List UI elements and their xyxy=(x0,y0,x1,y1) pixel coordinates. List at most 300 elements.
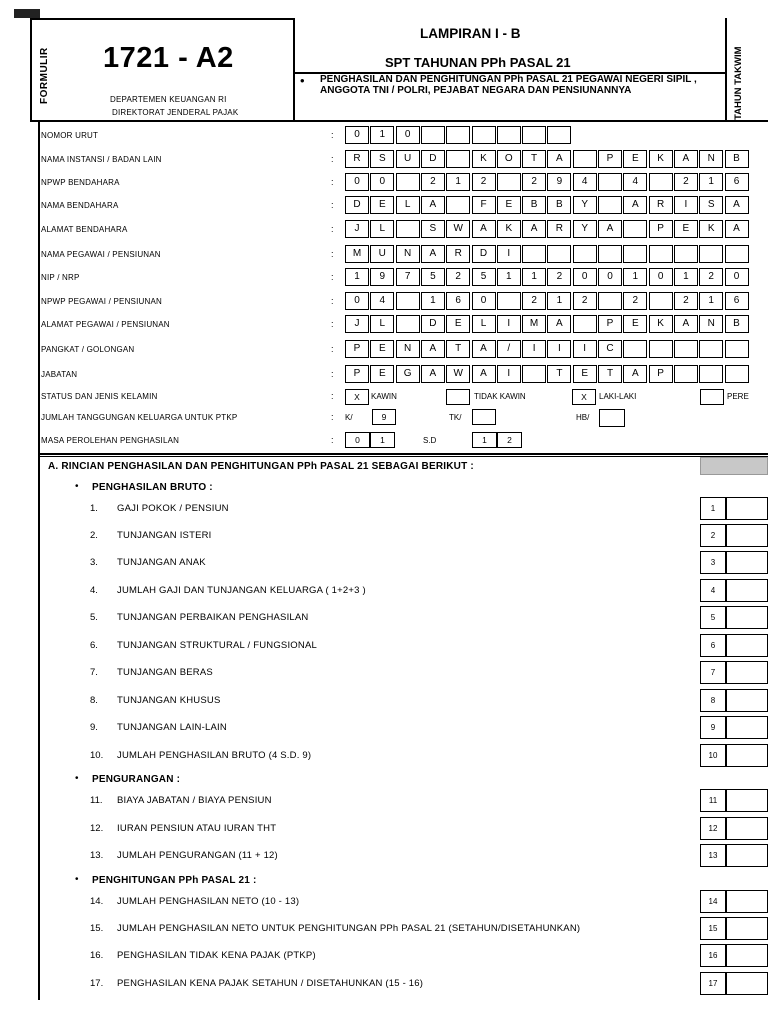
char-cell[interactable]: D xyxy=(345,196,369,214)
char-cell[interactable]: E xyxy=(623,150,647,168)
field-label: PANGKAT / GOLONGAN xyxy=(41,345,135,354)
item-value-field[interactable] xyxy=(726,634,768,657)
char-cell[interactable] xyxy=(522,126,546,144)
status-label: STATUS DAN JENIS KELAMIN xyxy=(41,392,158,401)
char-cell[interactable]: B xyxy=(522,196,546,214)
char-cell[interactable]: G xyxy=(396,365,420,383)
group-heading: PENGHASILAN BRUTO : xyxy=(92,482,213,493)
char-cell[interactable] xyxy=(725,245,749,263)
item-label: JUMLAH GAJI DAN TUNJANGAN KELUARGA ( 1+2+3 ) xyxy=(117,585,366,596)
item-value-field[interactable] xyxy=(726,606,768,629)
char-cell[interactable]: A xyxy=(547,315,571,333)
item-value-field[interactable] xyxy=(726,716,768,739)
char-cell[interactable]: M xyxy=(522,315,546,333)
char-cell[interactable]: 1 xyxy=(421,292,445,310)
item-number: 8. xyxy=(90,695,98,706)
char-cell[interactable]: 2 xyxy=(573,292,597,310)
colon: : xyxy=(331,412,334,422)
char-cell[interactable]: 1 xyxy=(547,292,571,310)
masa-to-month-2[interactable]: 2 xyxy=(497,432,522,448)
char-cell[interactable]: 4 xyxy=(370,292,394,310)
char-cell[interactable]: N xyxy=(396,245,420,263)
char-cell[interactable]: 2 xyxy=(522,292,546,310)
form-left-border xyxy=(38,120,40,1000)
char-cell[interactable]: P xyxy=(598,315,622,333)
char-cell[interactable]: 0 xyxy=(598,268,622,286)
char-cell[interactable]: J xyxy=(345,220,369,238)
item-number: 15. xyxy=(90,923,104,934)
char-cell[interactable] xyxy=(421,126,445,144)
char-cell[interactable] xyxy=(547,126,571,144)
char-cell[interactable]: B xyxy=(547,196,571,214)
item-value-field[interactable] xyxy=(726,689,768,712)
char-cell[interactable]: 7 xyxy=(396,268,420,286)
identity-bottom-rule xyxy=(38,453,768,455)
item-number-box: 13 xyxy=(700,844,726,867)
k-field[interactable]: 9 xyxy=(372,409,396,425)
field-label: ALAMAT PEGAWAI / PENSIUNAN xyxy=(41,320,170,329)
char-cell[interactable]: P xyxy=(598,150,622,168)
char-cell[interactable]: K xyxy=(472,150,496,168)
item-number: 10. xyxy=(90,750,104,761)
char-cell[interactable]: U xyxy=(370,245,394,263)
item-number: 2. xyxy=(90,530,98,541)
item-value-field[interactable] xyxy=(726,524,768,547)
char-cell[interactable]: 1 xyxy=(497,268,521,286)
item-value-field[interactable] xyxy=(726,497,768,520)
char-cell[interactable]: 1 xyxy=(522,268,546,286)
colon: : xyxy=(331,130,334,140)
char-cell[interactable]: S xyxy=(699,196,723,214)
char-cell[interactable]: C xyxy=(598,340,622,358)
colon: : xyxy=(331,200,334,210)
item-value-field[interactable] xyxy=(726,890,768,913)
item-label: TUNJANGAN LAIN-LAIN xyxy=(117,722,227,733)
group-bullet: • xyxy=(75,773,79,784)
hb-label: HB/ xyxy=(576,413,590,422)
item-number-box: 9 xyxy=(700,716,726,739)
char-cell[interactable]: A xyxy=(522,220,546,238)
char-cell[interactable] xyxy=(725,340,749,358)
char-cell[interactable]: 4 xyxy=(623,173,647,191)
item-label: TUNJANGAN PERBAIKAN PENGHASILAN xyxy=(117,612,309,623)
char-cell[interactable]: 9 xyxy=(547,173,571,191)
char-cell[interactable]: D xyxy=(421,150,445,168)
char-cell[interactable] xyxy=(497,173,521,191)
item-label: TUNJANGAN KHUSUS xyxy=(117,695,221,706)
item-label: TUNJANGAN ANAK xyxy=(117,557,206,568)
char-cell[interactable] xyxy=(497,126,521,144)
field-label: NAMA INSTANSI / BADAN LAIN xyxy=(41,155,162,164)
item-value-field[interactable] xyxy=(726,844,768,867)
tk-field[interactable] xyxy=(472,409,496,425)
char-cell[interactable]: P xyxy=(649,220,673,238)
char-cell[interactable]: K xyxy=(497,220,521,238)
char-cell[interactable]: L xyxy=(370,220,394,238)
char-cell[interactable]: A xyxy=(472,220,496,238)
char-cell[interactable]: A xyxy=(547,150,571,168)
char-cell[interactable] xyxy=(649,292,673,310)
item-number-box: 14 xyxy=(700,890,726,913)
char-cell[interactable]: R xyxy=(446,245,470,263)
item-label: BIAYA JABATAN / BIAYA PENSIUN xyxy=(117,795,272,806)
item-value-field[interactable] xyxy=(726,551,768,574)
char-cell[interactable]: M xyxy=(345,245,369,263)
char-cell[interactable]: E xyxy=(370,365,394,383)
char-cell[interactable]: 1 xyxy=(345,268,369,286)
item-number: 17. xyxy=(90,978,104,989)
identity-bottom-rule-2 xyxy=(38,456,768,457)
char-cell[interactable]: O xyxy=(497,150,521,168)
item-number-box: 8 xyxy=(700,689,726,712)
char-cell[interactable]: R xyxy=(547,220,571,238)
char-cell[interactable]: U xyxy=(396,150,420,168)
char-cell[interactable] xyxy=(547,245,571,263)
item-number-box: 5 xyxy=(700,606,726,629)
char-cell[interactable] xyxy=(446,150,470,168)
char-cell[interactable]: 0 xyxy=(370,173,394,191)
form-number: 1721 - A2 xyxy=(103,42,234,74)
char-cell[interactable]: B xyxy=(725,315,749,333)
char-cell[interactable]: A xyxy=(421,340,445,358)
char-cell[interactable]: 1 xyxy=(699,173,723,191)
char-cell[interactable] xyxy=(623,220,647,238)
char-cell[interactable]: A xyxy=(674,150,698,168)
char-cell[interactable]: F xyxy=(472,196,496,214)
field-label: ALAMAT BENDAHARA xyxy=(41,225,128,234)
item-label: TUNJANGAN ISTERI xyxy=(117,530,212,541)
field-label: NOMOR URUT xyxy=(41,131,99,140)
char-cell[interactable]: 2 xyxy=(446,268,470,286)
form-title: SPT TAHUNAN PPh PASAL 21 xyxy=(385,55,571,70)
colon: : xyxy=(331,344,334,354)
char-cell[interactable]: 9 xyxy=(370,268,394,286)
char-cell[interactable]: T xyxy=(446,340,470,358)
masa-to-month-1[interactable]: 1 xyxy=(472,432,497,448)
perempuan-label: PERE xyxy=(727,392,749,401)
char-cell[interactable]: E xyxy=(573,365,597,383)
char-cell[interactable] xyxy=(623,340,647,358)
colon: : xyxy=(331,296,334,306)
item-number-box: 17 xyxy=(700,972,726,995)
char-cell[interactable] xyxy=(396,292,420,310)
char-cell[interactable] xyxy=(699,245,723,263)
char-cell[interactable]: 1 xyxy=(623,268,647,286)
group-heading: PENGURANGAN : xyxy=(92,774,181,785)
field-label: JABATAN xyxy=(41,370,78,379)
char-cell[interactable] xyxy=(573,245,597,263)
item-value-field[interactable] xyxy=(726,789,768,812)
char-cell[interactable] xyxy=(522,365,546,383)
colon: : xyxy=(331,435,334,445)
field-label: NPWP BENDAHARA xyxy=(41,178,120,187)
char-cell[interactable] xyxy=(598,173,622,191)
formulir-label: FORMULIR xyxy=(39,47,50,104)
char-cell[interactable]: 2 xyxy=(472,173,496,191)
char-cell[interactable]: T xyxy=(598,365,622,383)
char-cell[interactable] xyxy=(396,173,420,191)
item-number: 5. xyxy=(90,612,98,623)
char-cell[interactable] xyxy=(573,150,597,168)
colon: : xyxy=(331,177,334,187)
char-cell[interactable]: A xyxy=(598,220,622,238)
item-number: 1. xyxy=(90,503,98,514)
char-cell[interactable]: E xyxy=(497,196,521,214)
char-cell[interactable]: A xyxy=(421,365,445,383)
char-cell[interactable] xyxy=(699,365,723,383)
char-cell[interactable]: 2 xyxy=(674,173,698,191)
description-bullet: • xyxy=(300,73,305,88)
char-cell[interactable]: / xyxy=(497,340,521,358)
item-value-field[interactable] xyxy=(726,744,768,767)
char-cell[interactable]: 0 xyxy=(725,268,749,286)
char-cell[interactable]: 0 xyxy=(345,126,369,144)
header-mid-rule xyxy=(293,18,295,121)
char-cell[interactable]: 2 xyxy=(674,292,698,310)
item-number: 12. xyxy=(90,823,104,834)
item-number: 13. xyxy=(90,850,104,861)
char-cell[interactable] xyxy=(699,340,723,358)
tk-label: TK/ xyxy=(449,413,462,422)
char-cell[interactable]: L xyxy=(370,315,394,333)
char-cell[interactable]: 0 xyxy=(573,268,597,286)
char-cell[interactable]: 0 xyxy=(345,292,369,310)
char-cell[interactable]: T xyxy=(547,365,571,383)
item-number: 6. xyxy=(90,640,98,651)
item-number-box: 12 xyxy=(700,817,726,840)
field-label: NPWP PEGAWAI / PENSIUNAN xyxy=(41,297,162,306)
char-cell[interactable]: A xyxy=(674,315,698,333)
char-cell[interactable]: 4 xyxy=(573,173,597,191)
char-cell[interactable] xyxy=(598,196,622,214)
char-cell[interactable]: P xyxy=(345,340,369,358)
laki-laki-checkbox[interactable]: X xyxy=(572,389,596,405)
char-cell[interactable] xyxy=(649,173,673,191)
char-cell[interactable]: 0 xyxy=(396,126,420,144)
item-number: 7. xyxy=(90,667,98,678)
char-cell[interactable]: A xyxy=(725,220,749,238)
char-cell[interactable]: I xyxy=(497,365,521,383)
char-cell[interactable]: Y xyxy=(573,196,597,214)
char-cell[interactable]: 6 xyxy=(725,292,749,310)
char-cell[interactable]: I xyxy=(522,340,546,358)
header-left-rule xyxy=(30,18,32,121)
masa-from-month-2[interactable]: 1 xyxy=(370,432,395,448)
group-bullet: • xyxy=(75,481,79,492)
char-cell[interactable]: A xyxy=(725,196,749,214)
item-number-box: 7 xyxy=(700,661,726,684)
char-cell[interactable]: W xyxy=(446,220,470,238)
char-cell[interactable]: Y xyxy=(573,220,597,238)
char-cell[interactable]: K xyxy=(699,220,723,238)
char-cell[interactable]: S xyxy=(370,150,394,168)
char-cell[interactable]: A xyxy=(623,196,647,214)
char-cell[interactable]: E xyxy=(370,340,394,358)
char-cell[interactable]: D xyxy=(421,315,445,333)
char-cell[interactable] xyxy=(674,365,698,383)
item-label: IURAN PENSIUN ATAU IURAN THT xyxy=(117,823,277,834)
char-cell[interactable]: P xyxy=(649,365,673,383)
masa-from-month-1[interactable]: 0 xyxy=(345,432,370,448)
item-value-field[interactable] xyxy=(726,579,768,602)
item-label: JUMLAH PENGHASILAN NETO (10 - 13) xyxy=(117,896,300,907)
item-label: TUNJANGAN BERAS xyxy=(117,667,213,678)
char-cell[interactable] xyxy=(497,292,521,310)
item-number-box: 16 xyxy=(700,944,726,967)
item-label: JUMLAH PENGHASILAN NETO UNTUK PENGHITUNGAN PPh PASAL 21 (SETAHUN/DISETAHUNKAN) xyxy=(117,923,581,934)
char-cell[interactable] xyxy=(623,245,647,263)
item-number-box: 11 xyxy=(700,789,726,812)
char-cell[interactable]: N xyxy=(699,315,723,333)
colon: : xyxy=(331,391,334,401)
char-cell[interactable]: K xyxy=(649,315,673,333)
item-label: PENGHASILAN TIDAK KENA PAJAK (PTKP) xyxy=(117,950,316,961)
char-cell[interactable]: I xyxy=(547,340,571,358)
field-label: NAMA BENDAHARA xyxy=(41,201,119,210)
char-cell[interactable]: I xyxy=(497,315,521,333)
char-cell[interactable]: A xyxy=(421,245,445,263)
tidak-kawin-checkbox[interactable] xyxy=(446,389,470,405)
field-label: NIP / NRP xyxy=(41,273,80,282)
item-value-field[interactable] xyxy=(726,972,768,995)
kawin-checkbox[interactable]: X xyxy=(345,389,369,405)
char-cell[interactable]: 2 xyxy=(623,292,647,310)
hb-field[interactable] xyxy=(599,409,625,427)
section-a-title: A. RINCIAN PENGHASILAN DAN PENGHITUNGAN PPh PASAL 21 SEBAGAI BERIKUT : xyxy=(48,461,474,472)
char-cell[interactable] xyxy=(649,340,673,358)
tahun-takwim-label: TAHUN TAKWIM xyxy=(733,46,744,120)
char-cell[interactable]: I xyxy=(573,340,597,358)
item-label: PENGHASILAN KENA PAJAK SETAHUN / DISETAHUNKAN (15 - 16) xyxy=(117,978,424,989)
section-a-header-shade xyxy=(700,457,768,475)
item-label: GAJI POKOK / PENSIUN xyxy=(117,503,229,514)
char-cell[interactable] xyxy=(674,340,698,358)
char-cell[interactable]: 2 xyxy=(699,268,723,286)
char-cell[interactable]: R xyxy=(649,196,673,214)
char-cell[interactable]: A xyxy=(472,340,496,358)
char-cell[interactable]: 2 xyxy=(522,173,546,191)
char-cell[interactable]: J xyxy=(345,315,369,333)
char-cell[interactable]: I xyxy=(674,196,698,214)
masa-label: MASA PEROLEHAN PENGHASILAN xyxy=(41,436,180,445)
char-cell[interactable]: 1 xyxy=(446,173,470,191)
group-heading: PENGHITUNGAN PPh PASAL 21 : xyxy=(92,875,257,886)
char-cell[interactable]: 2 xyxy=(421,173,445,191)
item-label: JUMLAH PENGURANGAN (11 + 12) xyxy=(117,850,278,861)
char-cell[interactable]: E xyxy=(623,315,647,333)
perempuan-checkbox[interactable] xyxy=(700,389,724,405)
laki-laki-label: LAKI-LAKI xyxy=(599,392,637,401)
item-value-field[interactable] xyxy=(726,917,768,940)
item-number-box: 3 xyxy=(700,551,726,574)
char-cell[interactable] xyxy=(598,245,622,263)
char-cell[interactable]: E xyxy=(674,220,698,238)
item-number-box: 6 xyxy=(700,634,726,657)
item-value-field[interactable] xyxy=(726,817,768,840)
char-cell[interactable]: 1 xyxy=(674,268,698,286)
char-cell[interactable]: 5 xyxy=(472,268,496,286)
k-label: K/ xyxy=(345,413,353,422)
char-cell[interactable]: N xyxy=(699,150,723,168)
char-cell[interactable] xyxy=(598,292,622,310)
item-number-box: 4 xyxy=(700,579,726,602)
char-cell[interactable]: 5 xyxy=(421,268,445,286)
char-cell[interactable] xyxy=(446,126,470,144)
char-cell[interactable] xyxy=(396,220,420,238)
char-cell[interactable]: 0 xyxy=(649,268,673,286)
char-cell[interactable]: T xyxy=(522,150,546,168)
char-cell[interactable]: A xyxy=(472,365,496,383)
item-number-box: 2 xyxy=(700,524,726,547)
sd-label: S.D xyxy=(423,436,437,445)
colon: : xyxy=(331,319,334,329)
item-number-box: 15 xyxy=(700,917,726,940)
char-cell[interactable]: L xyxy=(472,315,496,333)
char-cell[interactable] xyxy=(725,365,749,383)
char-cell[interactable]: K xyxy=(649,150,673,168)
colon: : xyxy=(331,369,334,379)
char-cell[interactable]: N xyxy=(396,340,420,358)
char-cell[interactable] xyxy=(649,245,673,263)
char-cell[interactable] xyxy=(674,245,698,263)
char-cell[interactable]: B xyxy=(725,150,749,168)
char-cell[interactable]: P xyxy=(345,365,369,383)
item-label: JUMLAH PENGHASILAN BRUTO (4 S.D. 9) xyxy=(117,750,312,761)
item-value-field[interactable] xyxy=(726,944,768,967)
header-bottom-rule xyxy=(30,120,768,122)
char-cell[interactable]: W xyxy=(446,365,470,383)
char-cell[interactable]: E xyxy=(446,315,470,333)
char-cell[interactable]: A xyxy=(421,196,445,214)
item-number: 11. xyxy=(90,795,103,806)
char-cell[interactable]: 1 xyxy=(370,126,394,144)
item-number-box: 1 xyxy=(700,497,726,520)
char-cell[interactable] xyxy=(396,315,420,333)
char-cell[interactable]: R xyxy=(345,150,369,168)
form-description: PENGHASILAN DAN PENGHITUNGAN PPh PASAL 21 PEGAWAI NEGERI SIPIL , ANGGOTA TNI / POLRI, PEJABAT NEGARA DAN PENSIUNANNYA xyxy=(320,74,697,96)
item-number: 3. xyxy=(90,557,98,568)
char-cell[interactable]: 0 xyxy=(472,292,496,310)
char-cell[interactable]: S xyxy=(421,220,445,238)
char-cell[interactable]: I xyxy=(497,245,521,263)
char-cell[interactable] xyxy=(573,315,597,333)
char-cell[interactable] xyxy=(522,245,546,263)
char-cell[interactable]: 6 xyxy=(725,173,749,191)
item-number: 9. xyxy=(90,722,98,733)
field-label: NAMA PEGAWAI / PENSIUNAN xyxy=(41,250,161,259)
item-number: 4. xyxy=(90,585,98,596)
char-cell[interactable]: 0 xyxy=(345,173,369,191)
char-cell[interactable] xyxy=(472,126,496,144)
char-cell[interactable]: 2 xyxy=(547,268,571,286)
char-cell[interactable]: L xyxy=(396,196,420,214)
char-cell[interactable]: 1 xyxy=(699,292,723,310)
group-bullet: • xyxy=(75,874,79,885)
char-cell[interactable]: E xyxy=(370,196,394,214)
tidak-kawin-label: TIDAK KAWIN xyxy=(474,392,526,401)
header-right-rule xyxy=(725,18,727,121)
directorate-name: DIREKTORAT JENDERAL PAJAK xyxy=(112,108,239,117)
item-value-field[interactable] xyxy=(726,661,768,684)
char-cell[interactable]: 6 xyxy=(446,292,470,310)
char-cell[interactable] xyxy=(446,196,470,214)
char-cell[interactable]: A xyxy=(623,365,647,383)
char-cell[interactable]: D xyxy=(472,245,496,263)
kawin-label: KAWIN xyxy=(371,392,397,401)
colon: : xyxy=(331,224,334,234)
item-number-box: 10 xyxy=(700,744,726,767)
corner-mark xyxy=(14,9,40,18)
